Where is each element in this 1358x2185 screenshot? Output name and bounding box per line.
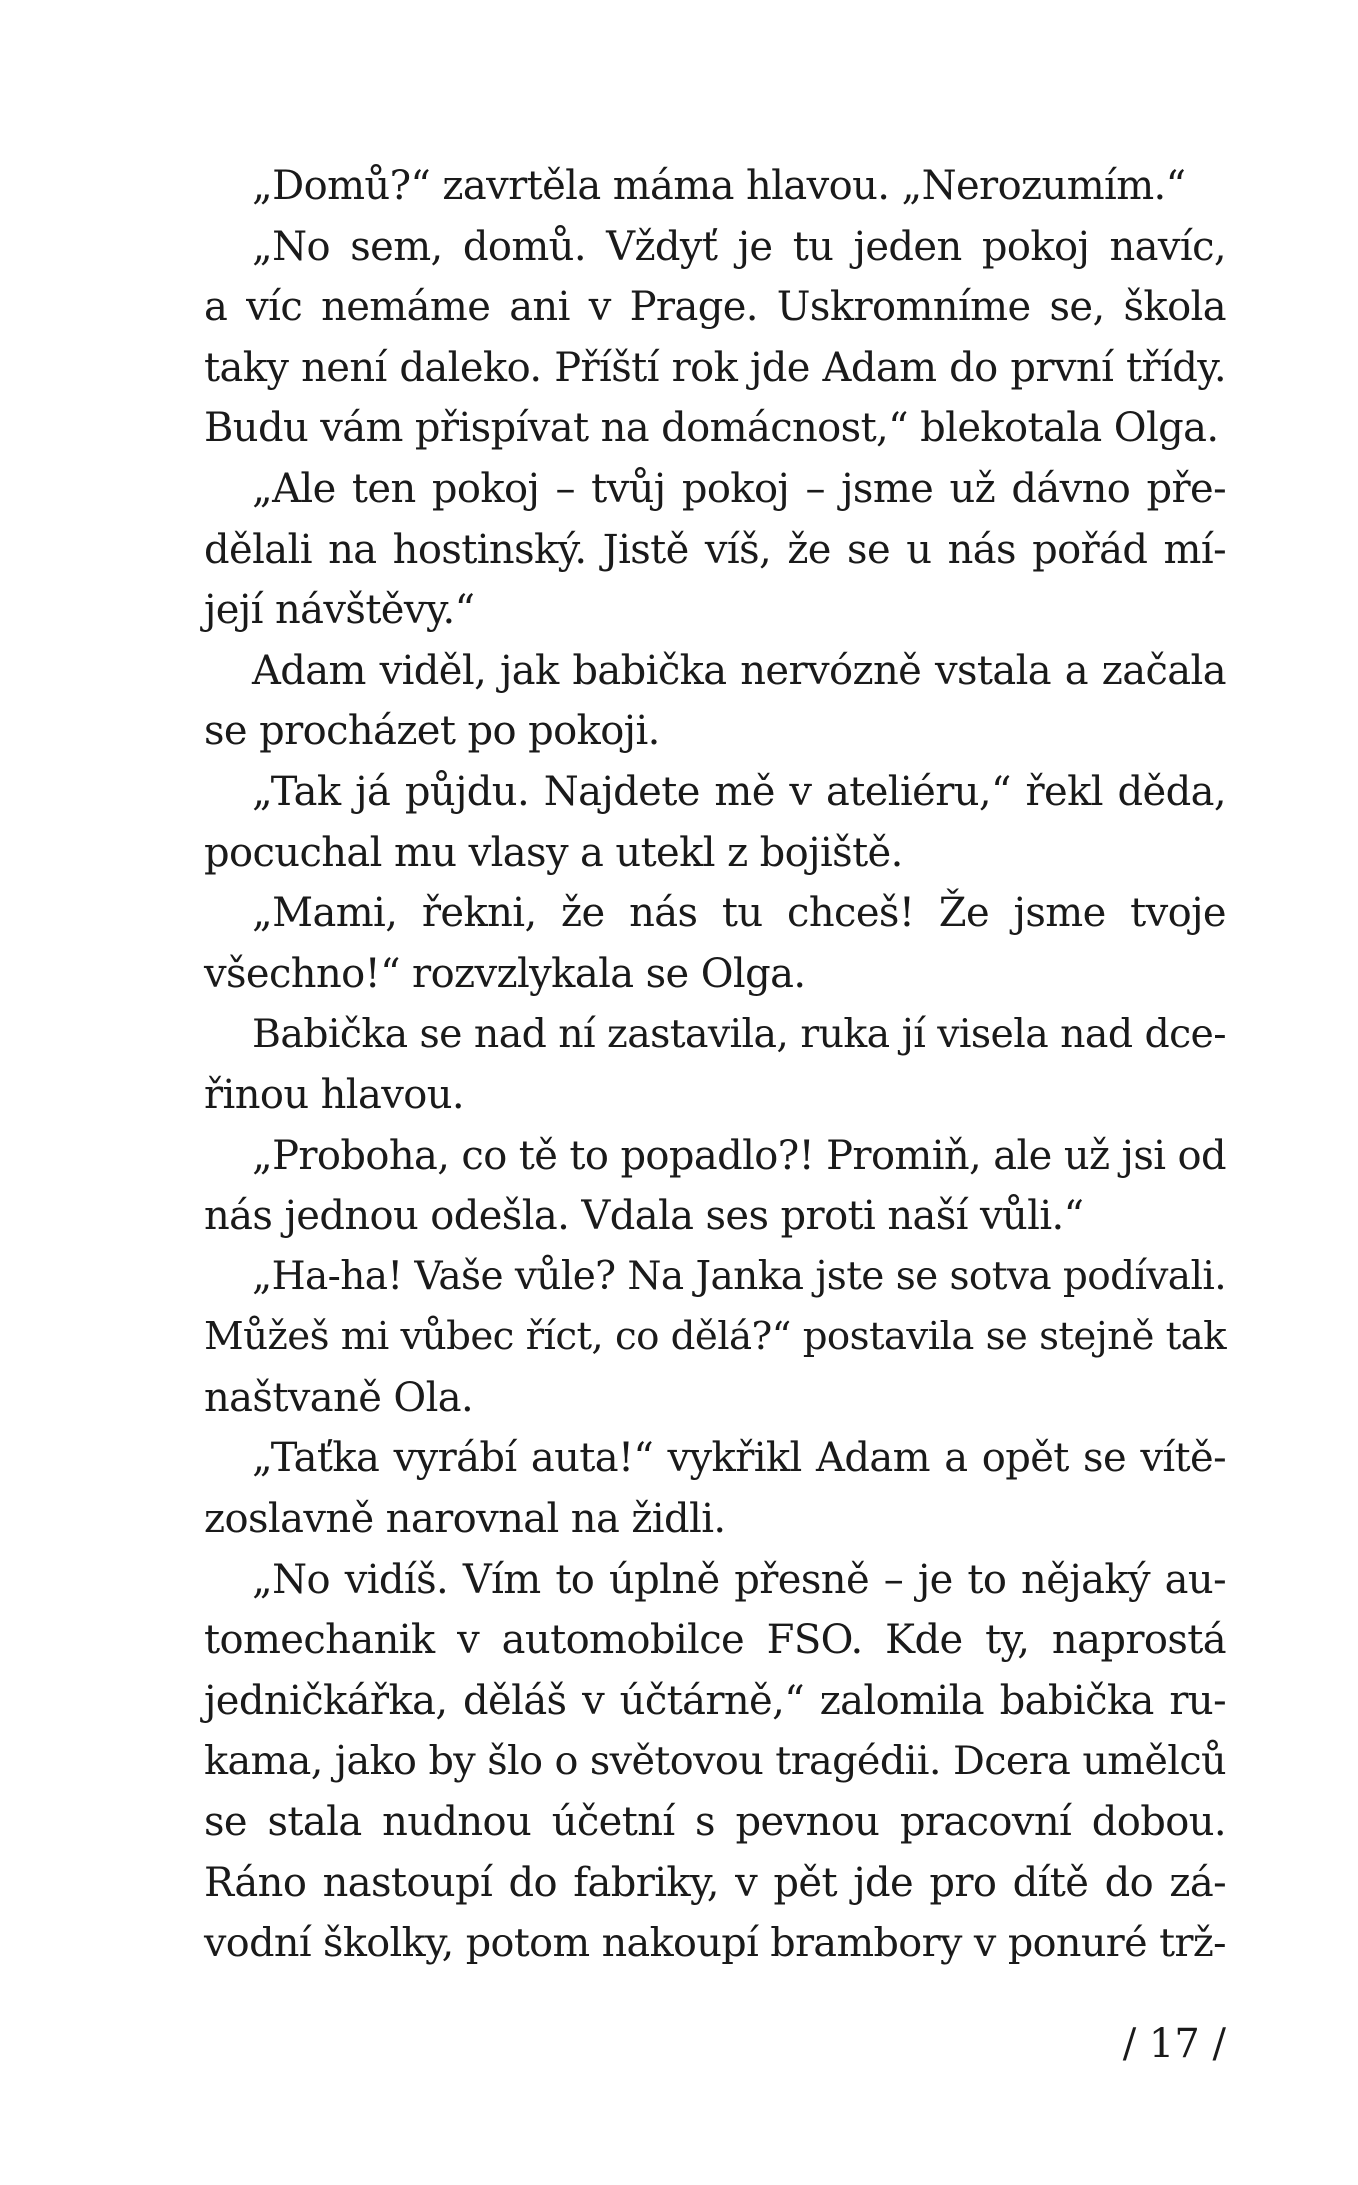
text-line: Adam viděl, jak babička nervózně vstala a začala	[252, 647, 1226, 694]
text-line: zoslavně narovnal na židli.	[204, 1496, 726, 1543]
text-line: Babička se nad ní zastavila, ruka jí visela nad dce-	[252, 1011, 1226, 1058]
text-line: dělali na hostinský. Jistě víš, že se u nás pořád mí-	[204, 526, 1226, 573]
text-line: „Ha-ha! Vaše vůle? Na Janka jste se sotva podívali.	[252, 1253, 1226, 1299]
text-line: Budu vám přispívat na domácnost,“ blekotala Olga.	[204, 405, 1219, 452]
text-line: „No vidíš. Vím to úplně přesně – je to nějaký au-	[252, 1556, 1226, 1603]
text-line: „Taťka vyrábí auta!“ vykřikl Adam a opět se vítě-	[252, 1435, 1226, 1482]
text-line: nás jednou odešla. Vdala ses proti naší vůli.“	[204, 1193, 1084, 1240]
text-line: se stala nudnou účetní s pevnou pracovní dobou.	[204, 1799, 1226, 1846]
text-line: „Domů?“ zavrtěla máma hlavou. „Nerozumím.“	[252, 163, 1186, 209]
text-line: naštvaně Ola.	[204, 1374, 474, 1421]
text-line: „No sem, domů. Vždyť je tu jeden pokoj navíc,	[252, 223, 1226, 270]
text-line: pocuchal mu vlasy a utekl z bojiště.	[204, 829, 903, 876]
text-line: řinou hlavou.	[204, 1071, 464, 1118]
text-line: „Tak já půjdu. Najdete mě v ateliéru,“ řekl děda,	[252, 768, 1226, 815]
text-line: tomechanik v automobilce FSO. Kde ty, naprostá	[204, 1617, 1226, 1664]
text-line: „Mami, řekni, že nás tu chceš! Že jsme tvoje	[252, 890, 1226, 937]
page-number: / 17 /	[1122, 2021, 1226, 2067]
text-line: Můžeš mi vůbec říct, co dělá?“ postavila se stejně tak	[204, 1314, 1226, 1360]
text-line: všechno!“ rozvzlykala se Olga.	[204, 950, 806, 997]
text-line: Ráno nastoupí do fabriky, v pět jde pro dítě do zá-	[204, 1859, 1226, 1906]
text-line: kama, jako by šlo o světovou tragédii. Dcera umělců	[204, 1738, 1226, 1785]
text-line: „Ale ten pokoj – tvůj pokoj – jsme už dávno pře-	[252, 465, 1226, 512]
text-line: jedničkářka, děláš v účtárně,“ zalomila babička ru-	[204, 1677, 1226, 1724]
text-line: její návštěvy.“	[204, 587, 475, 634]
text-line: taky není daleko. Příští rok jde Adam do první třídy.	[204, 344, 1226, 391]
text-line: se procházet po pokoji.	[204, 708, 660, 755]
text-line: vodní školky, potom nakoupí brambory v ponuré trž-	[204, 1920, 1226, 1967]
text-line: „Proboha, co tě to popadlo?! Promiň, ale už jsi od	[252, 1132, 1226, 1179]
book-page-text	[204, 156, 1226, 1974]
text-line: a víc nemáme ani v Prage. Uskromníme se, škola	[204, 284, 1226, 331]
